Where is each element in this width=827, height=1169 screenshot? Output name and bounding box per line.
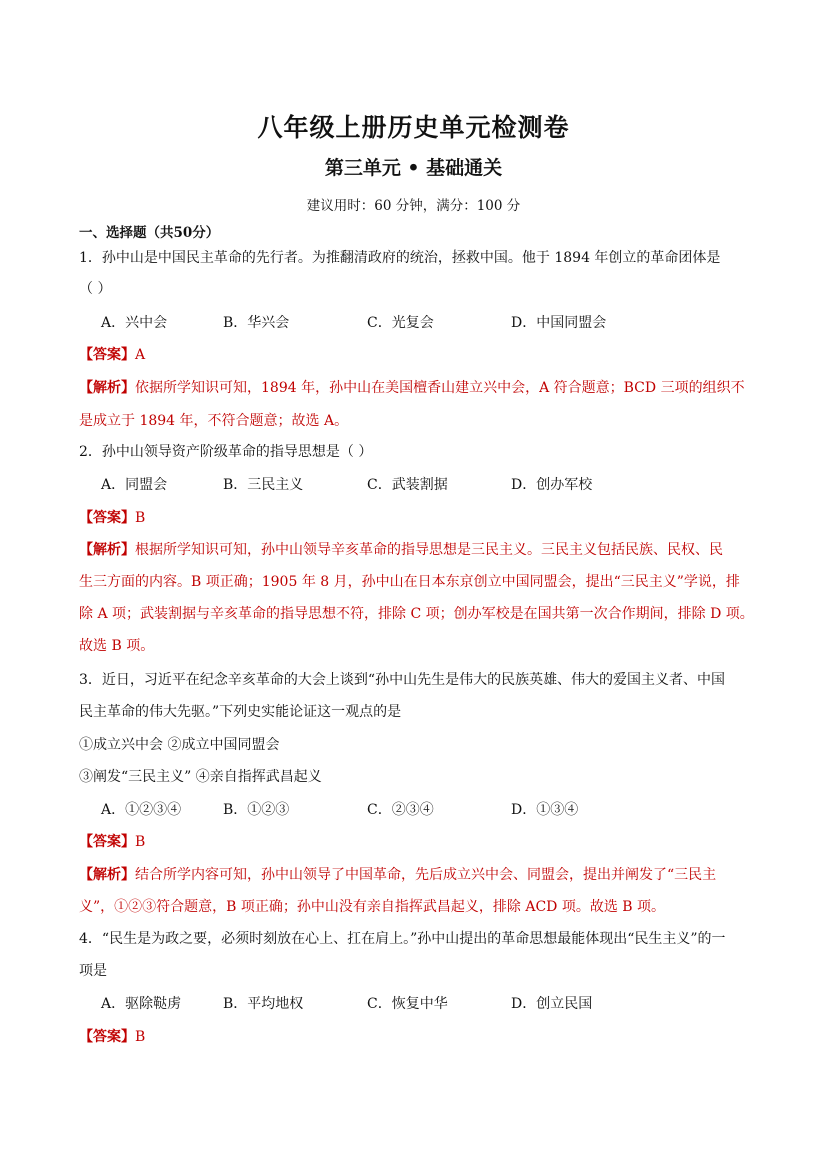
analysis-tag: 【解析】 xyxy=(79,542,135,558)
question-4-answer xyxy=(79,1027,751,1047)
question-3-option-d: D．①③④ xyxy=(511,802,579,818)
answer-value: B xyxy=(135,1029,146,1045)
question-1-option-a: A．兴中会 xyxy=(101,315,168,331)
question-2-option-b: B．三民主义 xyxy=(223,477,304,493)
question-3-option-c: C．②③④ xyxy=(367,802,434,818)
analysis-text: 依据所学知识可知，1894 年，孙中山在美国檀香山建立兴中会，A 符合题意；BCD 三项的组织不 xyxy=(135,380,745,396)
question-2-option-c: C．武装割据 xyxy=(367,477,448,493)
question-2-analysis-line: 生三方面的内容。B 项正确；1905 年 8 月，孙中山在日本东京创立中国同盟会，提出“三民主义”学说，排 xyxy=(79,574,740,590)
question-2-analysis-line: 除 A 项；武装割据与辛亥革命的指导思想不符，排除 C 项；创办军校是在国共第一次合作期间，排除 D 项。 xyxy=(79,606,754,622)
answer-tag: 【答案】 xyxy=(79,834,135,850)
analysis-tag: 【解析】 xyxy=(79,380,135,396)
question-4-option-d: D．创立民国 xyxy=(511,996,593,1012)
question-4-option-a: A．驱除鞑虏 xyxy=(101,996,182,1012)
question-4-stem-line: 4．“民生是为政之要，必须时刻放在心上、扛在肩上。”孙中山提出的革命思想最能体现出“民生主义”的一 xyxy=(79,931,726,947)
question-3-option-b: B．①②③ xyxy=(223,802,290,818)
question-4-option-c: C．恢复中华 xyxy=(367,996,448,1012)
question-1-answer xyxy=(79,345,751,365)
question-4-option-b: B．平均地权 xyxy=(223,996,304,1012)
question-1-analysis-line xyxy=(79,378,751,398)
analysis-tag: 【解析】 xyxy=(79,867,135,883)
question-1-analysis-line: 是成立于 1894 年，不符合题意；故选 A。 xyxy=(79,413,349,429)
analysis-text: 根据所学知识可知，孙中山领导辛亥革命的指导思想是三民主义。三民主义包括民族、民权、民 xyxy=(135,542,723,558)
question-3-option-a: A．①②③④ xyxy=(101,802,182,818)
question-1-stem-line: 1．孙中山是中国民主革命的先行者。为推翻清政府的统治，拯救中国。他于 1894 年创立的革命团体是 xyxy=(79,250,721,266)
answer-value: B xyxy=(135,510,146,526)
question-4-stem-line: 项是 xyxy=(79,963,107,979)
question-1-stem-line: （ ） xyxy=(79,281,112,297)
unit-subtitle: 第三单元 • 基础通关 xyxy=(324,157,503,179)
answer-tag: 【答案】 xyxy=(79,1029,135,1045)
question-1-option-b: B．华兴会 xyxy=(223,315,290,331)
analysis-text: 结合所学内容可知，孙中山领导了中国革命，先后成立兴中会、同盟会，提出并阐发了“三民主 xyxy=(135,867,717,883)
answer-value: A xyxy=(135,347,146,363)
question-3-analysis-line xyxy=(79,865,751,885)
question-3-stem-line: 民主革命的伟大先驱。”下列史实能论证这一观点的是 xyxy=(79,704,402,720)
question-3-answer xyxy=(79,832,751,852)
question-3-stem-line: ①成立兴中会 ②成立中国同盟会 xyxy=(79,737,280,753)
question-2-stem-line: 2．孙中山领导资产阶级革命的指导思想是（ ） xyxy=(79,444,373,460)
section-heading: 一、选择题（共50分） xyxy=(79,225,220,241)
question-3-stem-line: ③阐发“三民主义” ④亲自指挥武昌起义 xyxy=(79,769,322,785)
question-2-answer xyxy=(79,508,751,528)
question-2-option-d: D．创办军校 xyxy=(511,477,593,493)
question-2-option-a: A．同盟会 xyxy=(101,477,168,493)
question-2-analysis-line: 故选 B 项。 xyxy=(79,638,155,654)
question-1-option-d: D．中国同盟会 xyxy=(511,315,607,331)
question-3-analysis-line: 义”，①②③符合题意，B 项正确；孙中山没有亲自指挥武昌起义，排除 ACD 项。故选 B 项。 xyxy=(79,899,666,915)
page-title: 八年级上册历史单元检测卷 xyxy=(257,113,570,142)
answer-value: B xyxy=(135,834,146,850)
answer-tag: 【答案】 xyxy=(79,510,135,526)
question-3-stem-line: 3．近日，习近平在纪念辛亥革命的大会上谈到“孙中山先生是伟大的民族英雄、伟大的爱国主义者、中国 xyxy=(79,672,726,688)
question-1-option-c: C．光复会 xyxy=(367,315,434,331)
answer-tag: 【答案】 xyxy=(79,347,135,363)
question-2-analysis-line xyxy=(79,540,751,560)
time-score-advice: 建议用时：60 分钟，满分：100 分 xyxy=(306,198,521,214)
